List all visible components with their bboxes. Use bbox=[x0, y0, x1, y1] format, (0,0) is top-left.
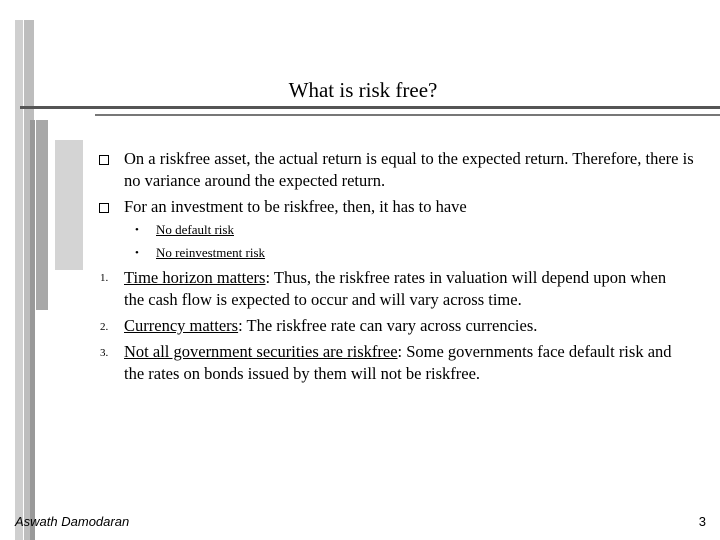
bullet-1: On a riskfree asset, the actual return is equal to the expected return. Therefore, there is no variance around the expected return. bbox=[124, 149, 694, 190]
decor-bar-3 bbox=[36, 120, 48, 310]
sub-bullet-2: No reinvestment risk bbox=[156, 245, 266, 260]
decor-bar-5 bbox=[30, 120, 35, 540]
list-number: 1. bbox=[100, 272, 109, 284]
numbered-item-3-label: Not all government securities are riskfree bbox=[124, 342, 398, 361]
list-number: 3. bbox=[100, 347, 109, 359]
numbered-item-3 bbox=[124, 341, 684, 385]
title-subrule bbox=[95, 114, 720, 116]
numbered-item-2-label: Currency matters bbox=[124, 316, 239, 335]
numbered-item-3-text: : Some governments face default risk and the rates on bonds issued by them will not be riskfree. bbox=[124, 342, 672, 383]
footer-author: Aswath Damodaran bbox=[15, 514, 130, 529]
numbered-item-2-text: : The riskfree rate can vary across currencies. bbox=[238, 316, 538, 335]
decor-bar-4 bbox=[55, 140, 83, 270]
dot-bullet-icon: • bbox=[135, 247, 139, 259]
list-number: 2. bbox=[100, 321, 109, 333]
square-bullet-icon bbox=[99, 203, 109, 213]
square-bullet-icon bbox=[99, 155, 109, 165]
bullet-2: For an investment to be riskfree, then, it has to have bbox=[124, 197, 467, 216]
page-number: 3 bbox=[698, 514, 706, 529]
numbered-item-1-label: Time horizon matters bbox=[124, 268, 266, 287]
numbered-item-1 bbox=[124, 267, 684, 311]
sub-bullet-1: No default risk bbox=[156, 222, 234, 237]
dot-bullet-icon: • bbox=[135, 224, 139, 236]
title-rule bbox=[20, 106, 720, 109]
numbered-item-1-text: : Thus, the riskfree rates in valuation will depend upon when the cash flow is expected to occur and will vary across time. bbox=[124, 268, 667, 309]
slide-title: What is risk free? bbox=[288, 78, 438, 102]
numbered-item-2 bbox=[124, 315, 684, 337]
